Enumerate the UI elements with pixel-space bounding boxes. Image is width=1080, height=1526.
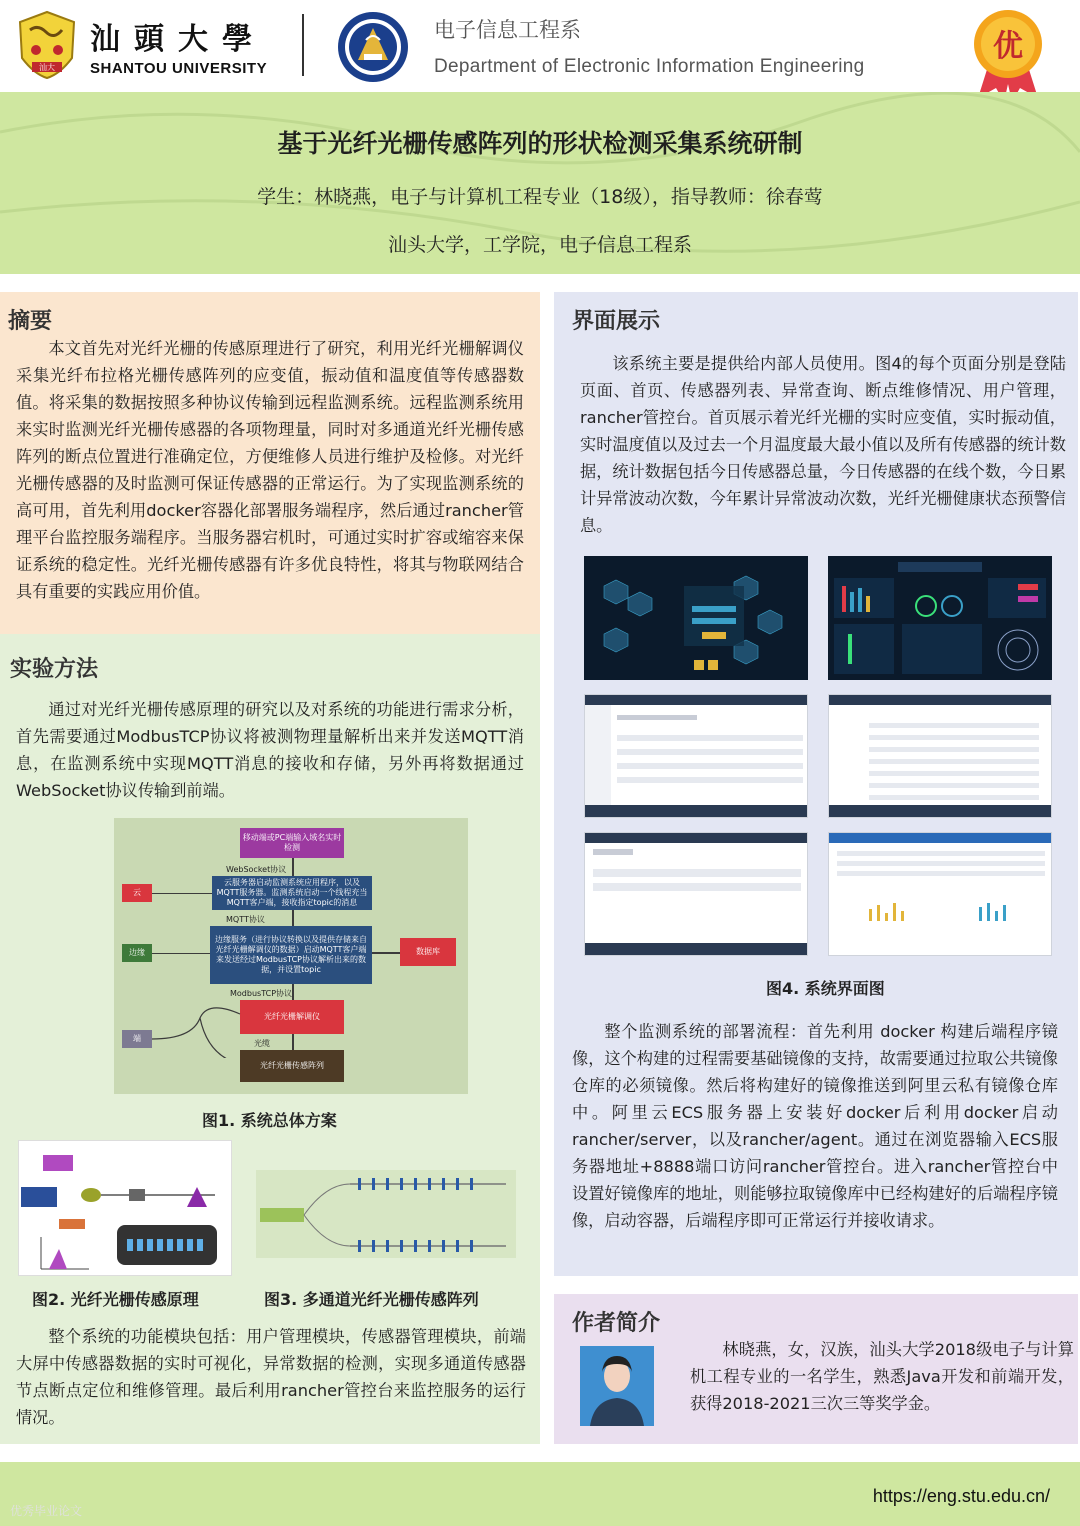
screenshot-anomaly-query <box>828 694 1052 818</box>
fig1-label-websocket: WebSocket协议 <box>226 865 287 874</box>
fig1-side-end: 端 <box>122 1030 152 1048</box>
fig1-box-cloud-server: 云服务器启动监测系统应用程序，以及MQTT服务器。监测系统启动一个线程充当MQTT客户端，接收指定topic的消息 <box>212 876 372 910</box>
screenshot-user-management <box>584 832 808 956</box>
affiliation-line: 汕头大学，工学院，电子信息工程系 <box>387 234 692 256</box>
department-name-en: Department of Electronic Information Engineering <box>434 56 865 77</box>
ui-display-text-deploy: 整个监测系统的部署流程：首先利用 docker 构建后端程序镜像，这个构建的过程需要基础镜像的支持，故需要通过拉取公共镜像仓库的必须镜像。然后将构建好的镜像推送到阿里云私有镜像仓库中。阿里云ECS服务器上安装好docker后利用docker启动rancher/server，以及rancher/agent。通过在浏览器输入ECS服务器地址+8888端口访问rancher管控台。进入rancher管控台中设置好镜像库的地址，则能够拉取镜像库中已经构建好的后端程序镜像，启动容器，后端程序即可正常运行并接收请求。 <box>572 1022 1058 1230</box>
screenshot-rancher-console <box>828 832 1052 956</box>
figure2-caption: 图2. 光纤光栅传感原理 <box>32 1290 199 1309</box>
figure-system-architecture <box>114 818 468 1094</box>
fig1-side-cloud: 云 <box>122 884 152 902</box>
fig1-connector <box>152 953 210 954</box>
method-text-modules: 整个系统的功能模块包括：用户管理模块，传感器管理模块，前端大屏中传感器数据的实时可视化，异常数据的检测，实现多通道传感器节点断点定位和维修管理。最后利用rancher管控台来监控服务的运行情况。 <box>16 1327 526 1427</box>
ui-display-text-intro: 该系统主要是提供给内部人员使用。图4的每个页面分别是登陆页面、首页、传感器列表、异常查询、断点维修情况、用户管理，rancher管控台。首页展示着光纤光栅的实时应变值，实时振动值，实时温度值以及过去一个月温度最大最小值以及所有传感器的统计数据，统计数据包括今日传感器总量，今日传感器的在线个数，今日累计异常波动次数，今年累计异常波动次数，光纤光栅健康状态预警信息。 <box>580 354 1066 535</box>
department-name-cn: 电子信息工程系 <box>434 18 581 42</box>
author-bio: 林晓燕，女，汉族，汕头大学2018级电子与计算机工程专业的一名学生，熟悉Java开发和前端开发，获得2018-2021三次三等奖学金。 <box>690 1340 1074 1413</box>
fig1-side-edge: 边缘 <box>122 944 152 962</box>
watermark-text: 优秀毕业论文 <box>10 1504 83 1518</box>
screenshot-login-page <box>584 556 808 680</box>
poster-title: 基于光纤光栅传感阵列的形状检测采集系统研制 <box>277 129 803 158</box>
fig1-box-sensor-array: 光纤光栅传感阵列 <box>240 1050 344 1082</box>
shantou-university-logo <box>16 10 78 80</box>
figure1-caption: 图1. 系统总体方案 <box>202 1111 337 1130</box>
screenshot-dashboard-page <box>828 556 1052 680</box>
medal-text: 优 <box>993 29 1023 64</box>
method-text-intro: 通过对光纤光栅传感原理的研究以及对系统的功能进行需求分析，首先需要通过ModbusTCP协议将被测物理量解析出来并发送MQTT消息，在监测系统中实现MQTT消息的接收和存储，另外再将数据通过WebSocket协议传输到前端。 <box>16 700 524 800</box>
figure-multichannel-array <box>256 1170 516 1258</box>
fig1-connector <box>292 984 294 1000</box>
figure-fbg-principle <box>18 1140 232 1276</box>
figure3-caption: 图3. 多通道光纤光栅传感阵列 <box>264 1290 479 1309</box>
ui-display-heading: 界面展示 <box>572 309 661 334</box>
fig1-box-edge-service: 边缘服务（进行协议转换以及提供存储来自光纤光栅解调仪的数据）启动MQTT客户端来发送经过ModbusTCP协议解析出来的数据，并设置topic <box>210 926 372 984</box>
author-heading: 作者简介 <box>572 1311 661 1336</box>
fig1-box-client: 移动端或PC端输入域名实时检测 <box>240 828 344 858</box>
fig1-label-modbus: ModbusTCP协议 <box>230 989 293 998</box>
fig1-database: 数据库 <box>400 938 456 966</box>
fig1-connector <box>372 952 400 954</box>
fig1-box-demodulator: 光纤光栅解调仪 <box>240 1000 344 1034</box>
fig1-label-cable: 光缆 <box>254 1039 270 1048</box>
abstract-text: 本文首先对光纤光栅的传感原理进行了研究，利用光纤光栅解调仪采集光纤布拉格光栅传感阵列的应变值，振动值和温度值等传感器数值。将采集的数据按照多种协议传输到远程监测系统。远程监测系统用来实时监测光纤光栅传感器的各项物理量，同时对多通道光纤光栅传感阵列的断点位置进行准确定位，方便维修人员进行维护及检修。对光纤光栅传感器的及时监测可保证传感器的正常运行。为了实现监测系统的高可用，首先利用docker容器化部署服务端程序，然后通过rancher管理平台监控服务端程序。当服务器宕机时，可通过实时扩容或缩容来保证系统的稳定性。光纤光栅传感器有许多优良特性，将其与物联网结合具有重要的实践应用价值。 <box>16 339 524 601</box>
excellence-medal-icon <box>968 6 1048 102</box>
fig1-connector <box>292 1034 294 1050</box>
author-photo <box>580 1346 654 1426</box>
university-name-en: SHANTOU UNIVERSITY <box>90 60 268 77</box>
fig1-connector <box>292 858 294 876</box>
logo-seal-text: 汕大 <box>39 63 55 72</box>
university-name-cn: 汕頭大學 <box>90 22 266 57</box>
fig1-brace <box>152 998 242 1058</box>
author-line: 学生：林晓燕，电子与计算机工程专业（18级），指导教师：徐春莺 <box>257 186 823 208</box>
fig1-label-mqtt: MQTT协议 <box>226 915 265 924</box>
footer-url-link[interactable]: https://eng.stu.edu.cn/ <box>872 1486 1050 1506</box>
fig1-connector <box>152 893 212 894</box>
screenshot-sensor-list <box>584 694 808 818</box>
figure4-caption: 图4. 系统界面图 <box>766 979 885 998</box>
department-logo <box>336 10 410 84</box>
fig1-connector <box>292 910 294 926</box>
method-heading: 实验方法 <box>10 657 99 682</box>
header-divider <box>302 14 304 76</box>
abstract-heading: 摘要 <box>8 309 53 334</box>
